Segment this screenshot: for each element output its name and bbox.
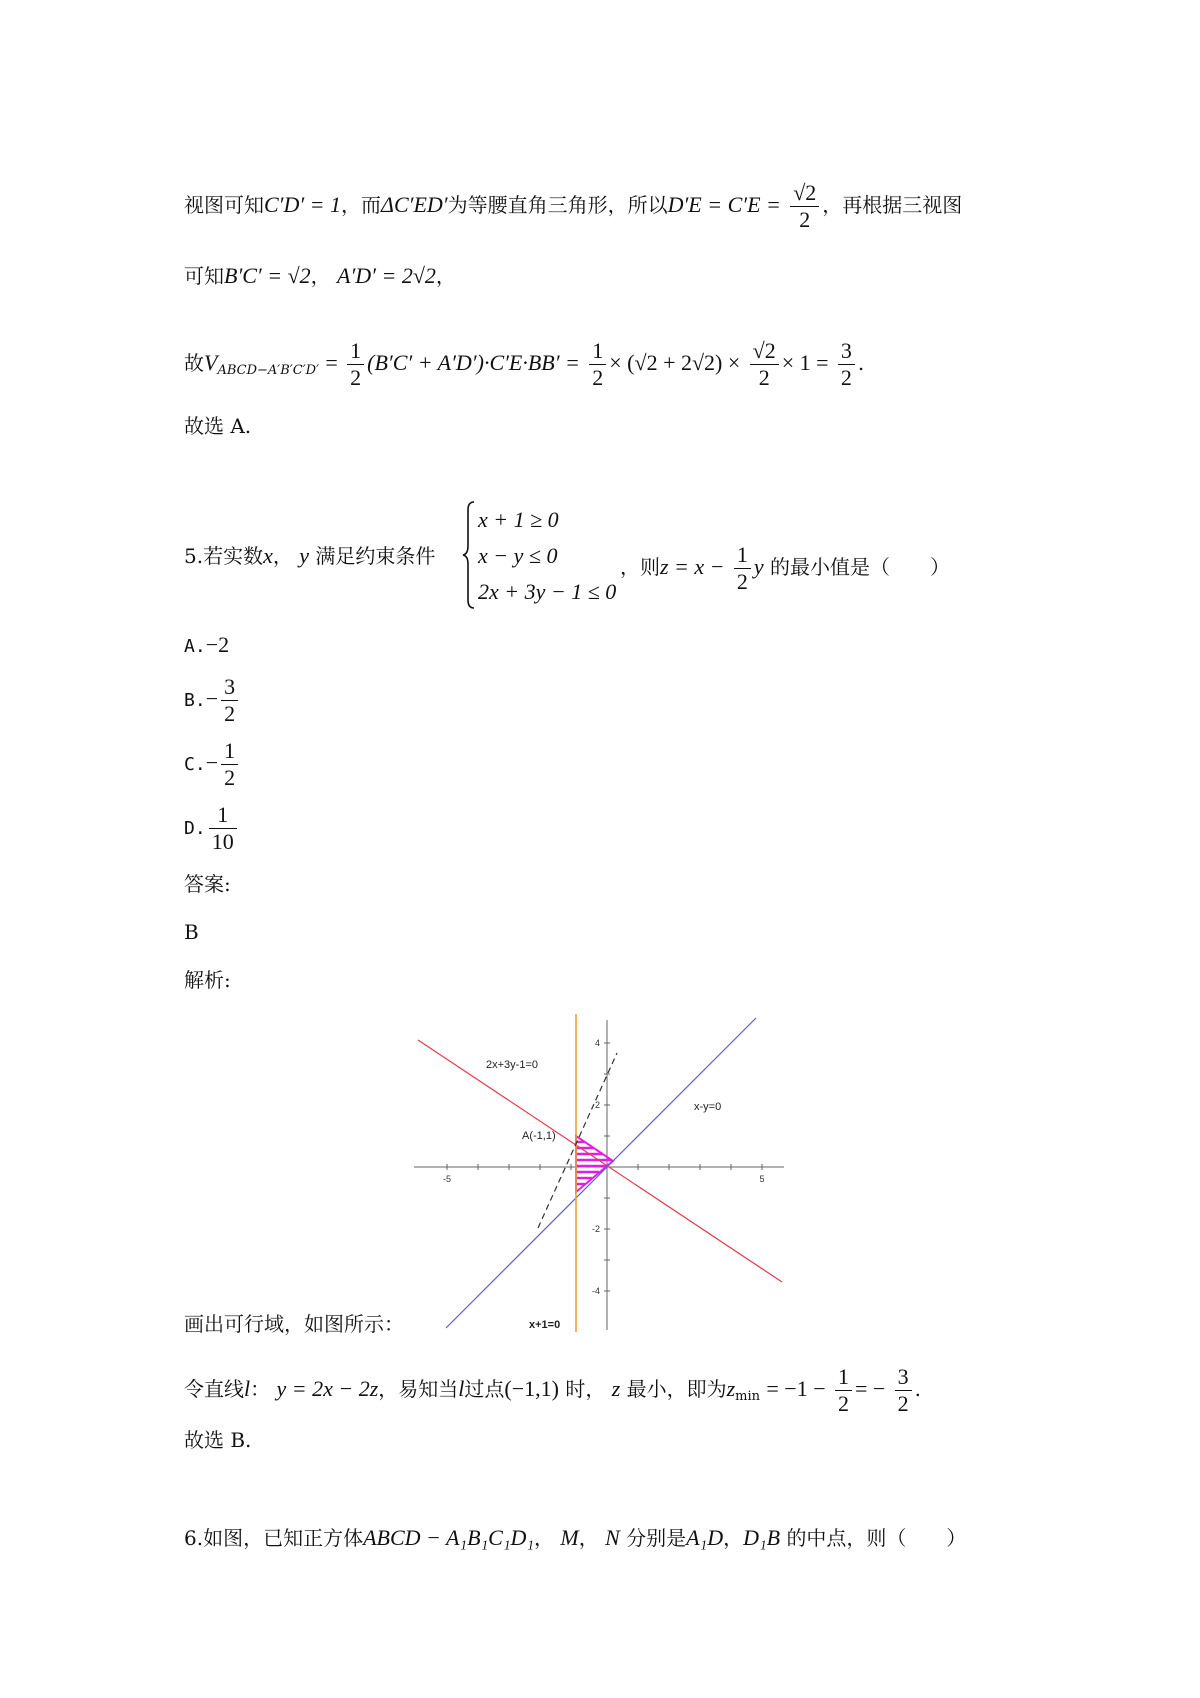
math-expr1: (B′C′ + A′D′)·C′E·BB′ = (367, 350, 580, 375)
math-expr2: = − (854, 1376, 886, 1401)
line-2x3y (418, 1040, 782, 1282)
denominator: 2 (736, 569, 748, 594)
math-ad: A′D′ = 2√2 (337, 263, 436, 288)
option-label: C. (184, 754, 206, 775)
option-label: B. (184, 690, 206, 711)
math-z: z (611, 1376, 621, 1401)
label-line1: 2x+3y-1=0 (486, 1059, 538, 1071)
question5-stem-start (184, 542, 435, 570)
denominator: 2 (350, 365, 362, 390)
fraction-half-2 (589, 338, 606, 391)
answer-value: B (184, 920, 199, 944)
text: ，易知当 (378, 1377, 459, 1401)
fraction-three-halves (838, 338, 855, 391)
denominator: 2 (224, 765, 236, 790)
denominator: 2 (592, 365, 604, 390)
brace-icon (462, 500, 476, 610)
question5-stem-end (620, 542, 950, 595)
option-sign: − (205, 686, 219, 711)
text: 时， (565, 1377, 606, 1401)
text: . (914, 1377, 922, 1401)
figure-caption: 画出可行域，如图所示： (184, 1312, 404, 1336)
text: 5.若实数 (184, 544, 264, 568)
math-point: (−1,1) (504, 1376, 559, 1401)
text: ： (250, 1377, 271, 1401)
objective: z = x − (660, 554, 725, 579)
denominator: 2 (224, 701, 236, 726)
math-cube: ABCD − A₁B₁C₁D₁ (363, 1525, 535, 1550)
text: 的中点，则（ ） (786, 1526, 967, 1550)
text: ， (272, 544, 293, 568)
var-x: x (263, 543, 273, 568)
label-point-a: A(-1,1) (522, 1130, 556, 1142)
numerator: √2 (790, 180, 819, 207)
option-d (184, 802, 240, 855)
option-fraction (221, 738, 238, 791)
tick-label: 5 (759, 1174, 765, 1184)
math-l: l (458, 1376, 465, 1401)
tick-label: 2 (594, 1100, 600, 1110)
text: ， (723, 1526, 744, 1550)
solution4-conclusion: 故选 A. (184, 414, 252, 438)
text: ， (310, 264, 331, 288)
subscript: ABCD−A′B′C′D′ (217, 363, 320, 378)
math-triangle: ΔC′ED′ (381, 192, 448, 217)
constraint-system (478, 502, 616, 610)
question6-stem (184, 1524, 966, 1552)
text: ， (534, 1526, 555, 1550)
feasible-region-figure (414, 1012, 786, 1334)
text: ，再根据三视图 (822, 193, 963, 217)
text: 最小，即为 (626, 1377, 727, 1401)
solution4-line1 (184, 180, 962, 233)
fraction-half-obj (734, 542, 751, 595)
numerator: 3 (838, 338, 855, 365)
denominator: 2 (897, 1391, 909, 1416)
text: 为等腰直角三角形，所以 (447, 193, 668, 217)
solution4-volume-formula: 故$V_{ABCD-A'B'C'D'}$ = $\frac{1}{2}$ (B′C′ + A′D′)·C′E·BB′ = $\frac{1}{2}$ × (√2 + 2√2) × $\frac{√2}{2}$ × 1 = $\frac{3}{2}$ . (184, 338, 865, 390)
math-m: M (560, 1525, 579, 1550)
option-fraction (221, 674, 238, 727)
option-a (184, 632, 229, 658)
numerator: 1 (347, 338, 364, 365)
math-n: N (605, 1525, 620, 1550)
text: ，而 (341, 193, 382, 217)
math-expr3: × 1 = (781, 350, 829, 375)
numerator: √2 (750, 338, 779, 365)
denominator: 2 (758, 365, 770, 390)
denominator: 2 (837, 1391, 849, 1416)
text: ， (578, 1526, 599, 1550)
math-a1d: A₁D (686, 1525, 724, 1550)
option-value: −2 (205, 632, 230, 657)
constraint-3: 2x + 3y − 1 ≤ 0 (478, 579, 617, 604)
option-fraction (209, 802, 237, 855)
numerator: 3 (221, 674, 238, 701)
text: 可知 (184, 264, 224, 288)
text: 故 (184, 351, 204, 375)
option-sign: − (205, 750, 219, 775)
answer-label: 答案: (184, 872, 231, 896)
text: . (857, 351, 865, 375)
constraint-2: x − y ≤ 0 (478, 543, 558, 568)
math-eq: y = 2x − 2z (276, 1376, 379, 1401)
option-label: A. (184, 636, 206, 657)
denominator: 10 (211, 829, 234, 854)
text: ， (435, 264, 456, 288)
var-y: y (299, 543, 309, 568)
math-expr2: × (√2 + 2√2) × (609, 350, 741, 375)
numerator: 1 (209, 802, 237, 829)
text: 分别是 (626, 1526, 687, 1550)
question5-solution (184, 1364, 921, 1417)
math-v: V (204, 350, 218, 375)
option-c (184, 738, 241, 791)
numerator: 1 (835, 1364, 852, 1391)
text: 令直线 (184, 1377, 244, 1401)
tick-label: -4 (591, 1286, 600, 1296)
subscript: min (735, 1389, 761, 1404)
math-d1b: D₁B (743, 1525, 781, 1550)
text: 满足约束条件 (315, 544, 436, 568)
fraction-half-sol (835, 1364, 852, 1417)
text: 6.如图，已知正方体 (184, 1526, 364, 1550)
math-l: l (244, 1376, 251, 1401)
option-label: D. (184, 818, 206, 839)
numerator: 1 (734, 542, 751, 569)
fraction-half (347, 338, 364, 391)
fraction-sqrt2-over-2 (790, 180, 819, 233)
analysis-label: 解析: (184, 968, 231, 992)
solution4-line2 (184, 262, 456, 290)
math-bc: B′C′ = √2 (224, 263, 311, 288)
math-zmin: z (726, 1376, 736, 1401)
denominator: 2 (799, 207, 811, 232)
text: 视图可知 (184, 193, 264, 217)
text: 过点 (464, 1377, 505, 1401)
math-cd: C′D′ = 1 (264, 192, 342, 217)
constraint-1: x + 1 ≥ 0 (478, 507, 559, 532)
text: ，则 (620, 555, 660, 579)
numerator: 1 (589, 338, 606, 365)
label-line2: x-y=0 (694, 1101, 722, 1113)
question5-conclusion: 故选 B. (184, 1428, 252, 1452)
label-line3: x+1=0 (529, 1319, 561, 1331)
denominator: 2 (840, 365, 852, 390)
math-de: D′E = C′E = (667, 192, 781, 217)
fraction-three-halves-sol (895, 1364, 912, 1417)
option-b (184, 674, 241, 727)
tick-label: -5 (442, 1174, 452, 1184)
text: 的最小值是（ ） (770, 555, 951, 579)
numerator: 1 (221, 738, 238, 765)
var-y: y (753, 554, 764, 579)
math-expr: = −1 − (766, 1376, 826, 1401)
tick-label: -2 (591, 1224, 600, 1234)
fraction-sqrt2-over-2-b (750, 338, 779, 391)
numerator: 3 (895, 1364, 912, 1391)
tick-label: 4 (594, 1038, 600, 1048)
